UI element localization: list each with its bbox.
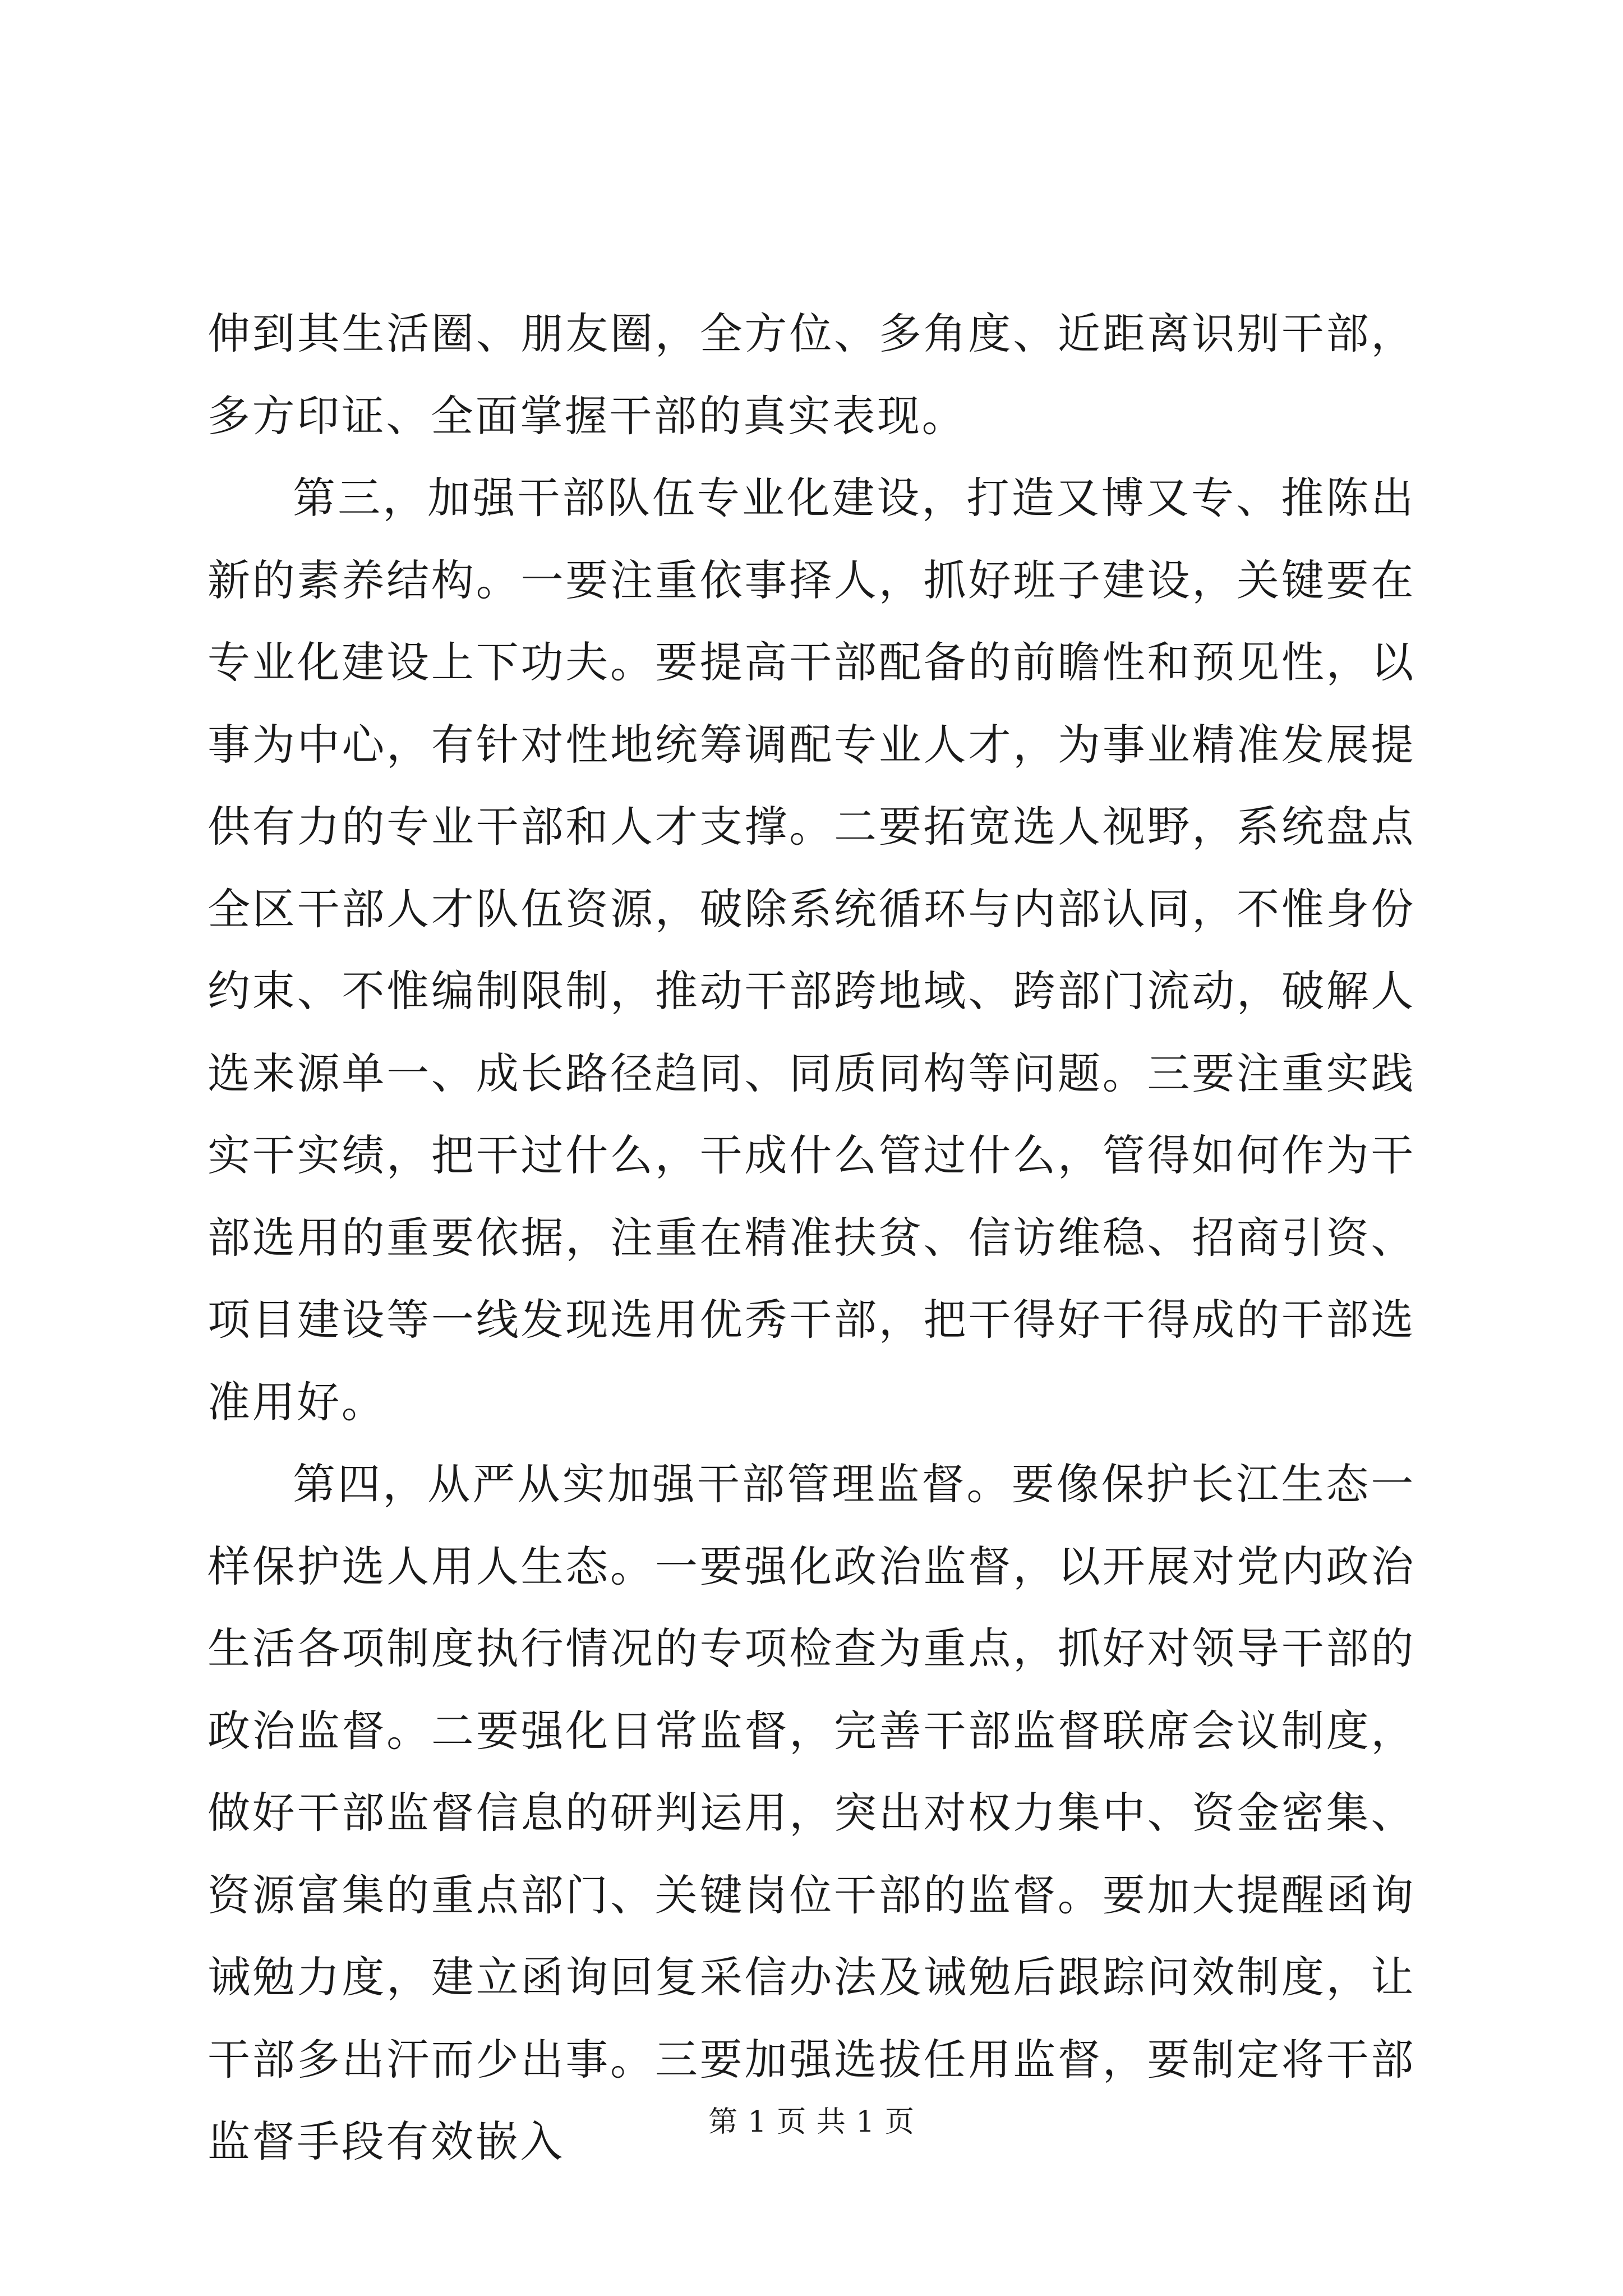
document-body: [208, 293, 1415, 2183]
page-footer: 第 1 页 共 1 页: [708, 2105, 915, 2139]
paragraph-3: 第四，从严从实加强干部管理监督。要像保护长江生态一样保护选人用人生态。一要强化政治监督，以开展对党内政治生活各项制度执行情况的专项检查为重点，抓好对领导干部的政治监督。二要强化日常监督，完善干部监督联席会议制度，做好干部监督信息的研判运用，突出对权力集中、资金密集、资源富集的重点部门、关键岗位干部的监督。要加大提醒函询诫勉力度，建立函询回复采信办法及诫勉后跟踪问效制度，让干部多出汗而少出事。三要加强选拔任用监督，要制定将干部监督手段有效嵌入: [208, 1459, 1415, 2166]
paragraph-1: 伸到其生活圈、朋友圈，全方位、多角度、近距离识别干部，多方印证、全面掌握干部的真实表现。: [208, 309, 1415, 441]
paragraph-2: 第三，加强干部队伍专业化建设，打造又博又专、推陈出新的素养结构。一要注重依事择人，抓好班子建设，关键要在专业化建设上下功夫。要提高干部配备的前瞻性和预见性，以事为中心，有针对性地统筹调配专业人才，为事业精准发展提供有力的专业干部和人才支撑。二要拓宽选人视野，系统盘点全区干部人才队伍资源，破除系统循环与内部认同，不惟身份约束、不惟编制限制，推动干部跨地域、跨部门流动，破解人选来源单一、成长路径趋同、同质同构等问题。三要注重实践实干实绩，把干过什么，干成什么管过什么，管得如何作为干部选用的重要依据，注重在精准扶贫、信访维稳、招商引资、项目建设等一线发现选用优秀干部，把干得好干得成的干部选准用好。: [208, 473, 1415, 1427]
